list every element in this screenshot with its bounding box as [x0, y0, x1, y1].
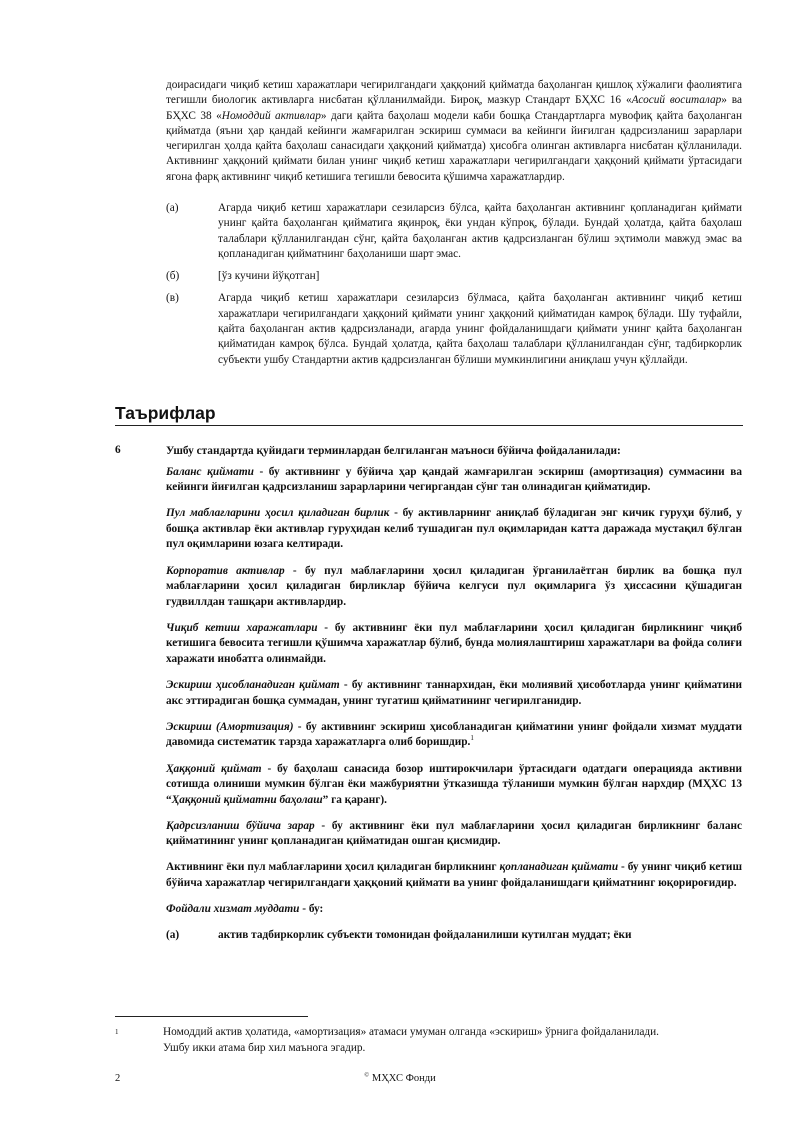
- definition-term: Эскириш (Амортизация): [166, 720, 294, 733]
- intro-ref-ias38: Номоддий активлар: [221, 109, 321, 122]
- intro-paragraph: [166, 78, 742, 185]
- definition-text: - бу активнинг эскириш ҳисобланадиган қийматини унинг фойдали хизмат муддати давомида систематик тарзда харажатларга олиб боришдир.: [166, 720, 742, 749]
- list-item: [166, 269, 742, 284]
- footnote: [115, 1024, 675, 1056]
- definition-carrying-amount: [166, 465, 742, 496]
- intro-items-list: [166, 201, 742, 375]
- definition-term: Ҳаққоний қиймат: [166, 762, 262, 775]
- definition-term: Чиқиб кетиш харажатлари: [166, 621, 318, 634]
- intro-text: » даги қайта баҳолаш модели каби бошқа Стандартларга мувофиқ қайта баҳоланган қийматда (яъни ҳар қандай кейинги жамғарилган эскириш суммаси ва кейинги йиғилган қадрсизланиш зарарлари чегирилган ҳолда қайта баҳолаш санасидаги ҳаққоний қийматда) ҳисобга олинган активларга нисбатан қўлланилади. Активнинг ҳаққоний қиймати билан унинг чиқиб кетиш харажатлари чегирилгандаги ҳаққоний қиймати ўртасидаги ягона фарқ активнинг чиқиб кетишига тегишли бевосита қўшимча харажатлардир.: [166, 109, 742, 183]
- definition-useful-life: [166, 902, 742, 918]
- definition-term: Эскириш ҳисобланадиган қиймат: [166, 679, 340, 692]
- definition-corporate-assets: [166, 564, 742, 611]
- definition-text: - бу активнинг таннархидан, ёки молиявий ҳисоботларда унинг қийматини акс эттирадиган бошқа суммадан, унинг тугатиш қийматининг чегирилганидир.: [166, 679, 743, 707]
- item-label: (б): [166, 270, 180, 283]
- definition-text: - бу активнинг ёки пул маблағларини ҳосил қиладиган бирликнинг баланс қийматининг унинг қопланадиган қийматидан ошган қисмидир.: [166, 819, 742, 848]
- intro-text: доирасидаги чиқиб кетиш харажатлари чегирилгандаги ҳаққоний қийматда баҳоланган қишлоқ хўжалиги фаолиятига тегишли биологик активларга нисбатан қўлланилмайди. Бироқ, мазкур Стандарт БҲХС 16 «: [166, 79, 742, 107]
- definition-depreciable-amount: [166, 678, 742, 709]
- definition-text: - бу пул маблағларини ҳосил қиладиган ўрганилаётган бирлик ва бошқа пул маблағларини ҳосил қиладиган бирликлар бўйича келгуси пул оқимларига ўз ҳиссасини қўшадиган гудвиллдан ташқари активлардир.: [166, 564, 742, 608]
- definitions-lead: Ушбу стандартда қуйидаги терминлардан белгиланган маъноси бўйича фойдаланилади:: [166, 445, 621, 457]
- definition-term: Баланс қиймати: [166, 465, 254, 478]
- page-number: 2: [115, 1073, 121, 1084]
- item-text: Агарда чиқиб кетиш харажатлари сезиларсиз бўлса, қайта баҳоланган активнинг қопланадиган қиймати унинг қайта баҳоланган қийматига яқинроқ, ёки ундан кўпроқ, бўлади. Бундай ҳолатда, қайта баҳолаш талаблари қўлланилгандан сўнг, қайта баҳоланган актив қадрсизланган бўлиш эҳтимоли мавжуд эмас ва қопланадиган қийматнинг баҳоланиши шарт эмас.: [218, 202, 742, 260]
- definition-recoverable-amount: [166, 860, 742, 891]
- definition-term: Фойдали хизмат муддати: [166, 903, 300, 916]
- footer-copyright: [0, 1073, 800, 1084]
- definition-ref-ifrs13: Ҳаққоний қийматни баҳолаш: [171, 793, 323, 806]
- intro-ref-ias16: Асосий воситалар: [631, 94, 722, 107]
- definition-text: - бу:: [299, 903, 324, 916]
- list-item: [166, 291, 742, 367]
- footnote-reference[interactable]: 1: [470, 734, 474, 743]
- definition-cash-generating-unit: [166, 506, 742, 553]
- definition-term: Пул маблағларини ҳосил қиладиган бирлик: [166, 507, 390, 520]
- definition-term: Қадрсизланиш бўйича зарар: [166, 819, 315, 832]
- intro-text: » ва БҲХС 38 «: [166, 94, 743, 122]
- footer-org: МҲХС Фонди: [369, 1073, 436, 1084]
- definition-prefix: Активнинг ёки пул маблағларини ҳосил қиладиган бирликнинг: [166, 861, 500, 874]
- definition-text-tail: ” га қаранг).: [322, 793, 387, 806]
- definition-sub-item: [166, 928, 742, 944]
- item-text: [ўз кучини йўқотган]: [218, 270, 320, 283]
- sub-item-text: актив тадбиркорлик субъекти томонидан фойдаланилиши кутилган муддат; ёки: [218, 929, 632, 942]
- definition-text: - бу активларнинг аниқлаб бўладиган энг кичик гуруҳи бўлиб, у бошқа активлар ёки активлар гуруҳидан келиб тушадиган пул оқимларидан катта даражада мустақил бўлган пул оқимларини юзага келтиради.: [166, 507, 742, 551]
- list-item: [166, 201, 742, 262]
- definition-term: қопланадиган қиймати: [499, 861, 619, 874]
- definition-text: - бу баҳолаш санасида бозор иштирокчилари ўртасидаги одатдаги операцияда активни сотишда олиниши мумкин бўлган ёки мажбуриятни ўтказишда тўланиши мумкин бўлган нархдир (МҲХС 13 “: [166, 762, 742, 806]
- footnote-mark: 1: [115, 1028, 119, 1036]
- section-heading: Таърифлар: [115, 402, 743, 426]
- item-label: (в): [166, 292, 179, 305]
- definition-text: - бу унинг чиқиб кетиш бўйича харажатлар чегирилгандаги ҳаққоний қиймати ва унинг фойдаланишдаги қийматнинг юқорироғидир.: [166, 861, 742, 890]
- definition-term: Корпоратив активлар: [166, 564, 285, 577]
- sub-item-label: (а): [166, 929, 180, 942]
- definition-text: - бу активнинг у бўйича ҳар қандай жамғарилган эскириш (амортизация) суммасини ва кейинги йиғилган қадрсизланиш зарарларини чегиргандан сўнг тан олинадиган қийматидир.: [166, 465, 742, 494]
- definition-text: - бу активнинг ёки пул маблағларини ҳосил қиладиган бирликнинг чиқиб кетишига бевосита тегишли қўшимча харажатлар бўлиб, бунда молиялаштириш харажатлари ва фойда солиғи харажати инобатга олинмайди.: [166, 621, 742, 666]
- footnote-text: Номоддий актив ҳолатида, «амортизация» атамаси умуман олганда «эскириш» ўрнига фойдаланилади. Ушбу икки атама бир хил маънога эгадир.: [163, 1026, 660, 1054]
- definition-impairment-loss: [166, 819, 742, 850]
- definitions-section: [166, 444, 742, 944]
- footnote-separator: [115, 1016, 308, 1017]
- definition-fair-value: [166, 762, 742, 809]
- definition-depreciation: [166, 720, 742, 751]
- definition-costs-of-disposal: [166, 621, 742, 668]
- paragraph-number: 6: [115, 444, 121, 456]
- item-text: Агарда чиқиб кетиш харажатлари сезиларсиз бўлмаса, қайта баҳоланган активнинг чиқиб кетиш харажатлари чегирилгандаги ҳаққоний қиймати унинг ҳаққоний қийматидан камроқ бўлади. Шу туфайли, қайта баҳоланган актив қадрсизланади, агарда унинг фойдаланишдаги қиймати унинг қайта баҳоланган қийматидан камроқ бўлса. Бундай ҳолатда, қайта баҳолаш талаблари қўлланилгандан сўнг, тадбиркорлик субъекти ушбу Стандартни актив қадрсизланган бўлиши мумкинлигини аниқлаш учун қўллайди.: [218, 292, 742, 366]
- item-label: (а): [166, 202, 179, 214]
- copyright-symbol: ©: [364, 1071, 370, 1079]
